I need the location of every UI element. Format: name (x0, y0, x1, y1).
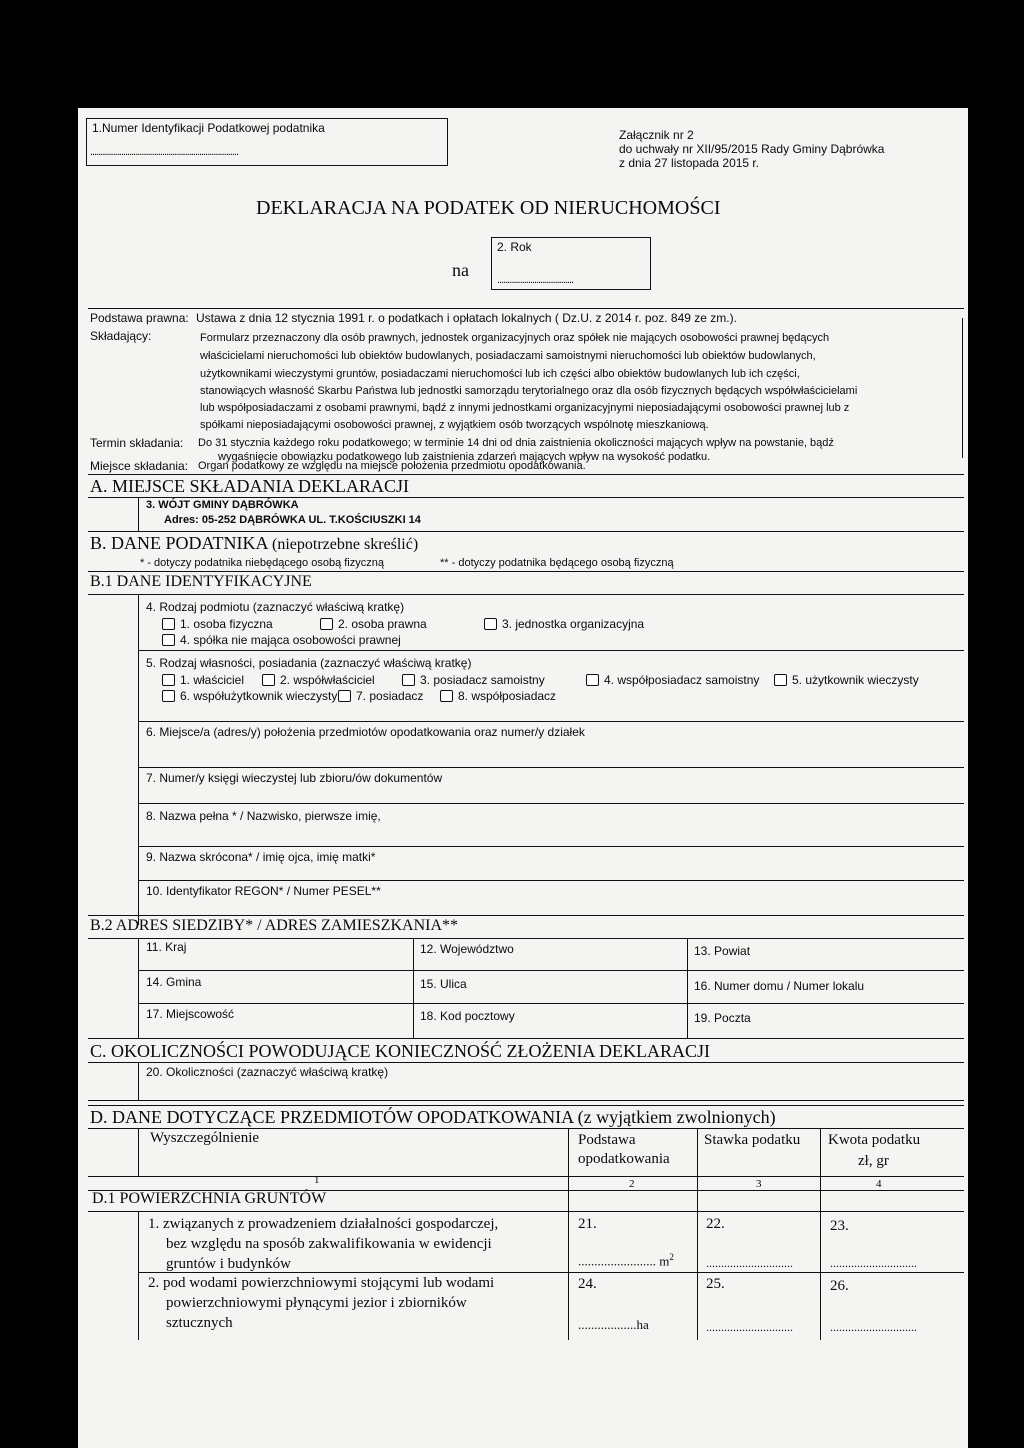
nip-label: 1.Numer Identyfikacji Podatkowej podatnika (92, 121, 325, 135)
col0-rule (138, 1128, 139, 1176)
field9-rule (138, 880, 964, 881)
section-d-header-rule (88, 1128, 964, 1129)
b2-rule (88, 938, 964, 939)
section-a-rule (88, 497, 964, 498)
field4-label: 4. Rodzaj podmiotu (zaznaczyć właściwą kratkę) (146, 600, 405, 614)
field6-label: 6. Miejsce/a (adres/y) położenia przedmiotów opodatkowania oraz numer/y działek (146, 725, 585, 739)
addr-street: 15. Ulica (420, 977, 467, 991)
nip-dots: ........................................................................ (90, 146, 239, 158)
field5-opt3[interactable] (402, 673, 545, 687)
deadline-label: Termin składania: (90, 436, 184, 450)
field4-opt1[interactable] (162, 617, 273, 631)
col2-rule (697, 1128, 698, 1340)
row2-num-rate: 25. (706, 1276, 725, 1292)
addr-post-office: 19. Poczta (694, 1011, 751, 1025)
note-natural: ** - dotyczy podatnika będącego osobą fizyczną (440, 557, 674, 569)
filer-line-3: użytkownikami wieczystymi gruntów, posiadaczami nieruchomości lub ich części albo obiektów budowlanych lub ich części, (200, 368, 800, 380)
field5-opt1[interactable] (162, 673, 244, 687)
year-dots: ..................................... (497, 274, 574, 286)
checkbox-icon[interactable] (440, 690, 453, 702)
section-a-bottom-rule (88, 531, 964, 532)
checkbox-icon[interactable] (162, 674, 175, 686)
checkbox-icon[interactable] (162, 690, 175, 702)
filer-line-1: Formularz przeznaczony dla osób prawnych, jednostek organizacyjnych oraz spółek nie mających osobowości prawnej będących (200, 332, 830, 344)
attachment-line1: Załącznik nr 2 (619, 128, 694, 142)
col-header-item: Wyszczególnienie (150, 1130, 260, 1146)
field5-opt8-label: 8. współposiadacz (458, 689, 557, 703)
colnum-4: 4 (876, 1178, 882, 1190)
section-c-left-rule (138, 1062, 139, 1100)
basis-text: Ustawa z dnia 12 stycznia 1991 r. o podatkach i opłatach lokalnych ( Dz.U. z 2014 r. poz. 849 ze zm.). (196, 311, 737, 325)
section-c-bottom-rule (88, 1100, 964, 1101)
field5-opt2-label: 2. współwłaściciel (280, 673, 375, 687)
b2-mid-rule-2 (687, 938, 688, 1038)
colnum-top-rule (88, 1176, 964, 1177)
b-left-rule (138, 595, 139, 925)
row1-basis-sup: 2 (669, 1252, 674, 1262)
row1-line2: bez względu na sposób zakwalifikowania w ewidencji (166, 1236, 492, 1252)
checkbox-icon[interactable] (774, 674, 787, 686)
row1-num-basis: 21. (578, 1216, 597, 1232)
checkbox-icon[interactable] (586, 674, 599, 686)
field5-opt7-label: 7. posiadacz (356, 689, 424, 703)
field5-opt4[interactable] (586, 673, 759, 687)
field4-opt2-label: 2. osoba prawna (338, 617, 427, 631)
row1-rate-dots[interactable]: ............................. (706, 1256, 793, 1270)
row2-line3: sztucznych (166, 1315, 233, 1331)
field10-rule (88, 915, 964, 916)
col3-rule (820, 1128, 821, 1340)
addr-voivodeship: 12. Województwo (420, 942, 514, 956)
field7-rule (138, 803, 964, 804)
section-b-title-main: B. DANE PODATNIKA (90, 533, 268, 553)
b2-mid-rule-1 (413, 938, 414, 1038)
field5-opt4-label: 4. współposiadacz samoistny (604, 673, 760, 687)
checkbox-icon[interactable] (262, 674, 275, 686)
addr-city: 17. Miejscowość (146, 1007, 235, 1021)
addr-row2-rule (138, 1003, 964, 1004)
filer-label: Składający: (90, 329, 152, 343)
legal-top-rule (88, 308, 964, 309)
row1-num-amount: 23. (830, 1218, 849, 1234)
field5-label: 5. Rodzaj własności, posiadania (zaznaczyć właściwą kratkę) (146, 656, 472, 670)
field9-label: 9. Nazwa skrócona* / imię ojca, imię matki* (146, 850, 376, 864)
addr-county: 13. Powiat (694, 944, 751, 958)
field5-opt2[interactable] (262, 673, 375, 687)
field5-opt7[interactable] (338, 689, 423, 703)
field5-opt6-label: 6. współużytkownik wieczysty (180, 689, 338, 703)
checkbox-icon[interactable] (484, 618, 497, 630)
row2-num-amount: 26. (830, 1278, 849, 1294)
field5-opt6[interactable] (162, 689, 337, 703)
deadline-line1: Do 31 stycznia każdego roku podatkowego; w terminie 14 dni od dnia zaistnienia okoliczności mających wpływ na powstanie, bądź (198, 437, 834, 449)
b2-bottom-rule (88, 1038, 964, 1039)
checkbox-icon[interactable] (402, 674, 415, 686)
field4-opt2[interactable] (320, 617, 427, 631)
filer-line-2: właścicielami nieruchomości lub obiektów budowlanych, posiadaczami samoistnymi nieruchomości lub obiektów budowlanych, (200, 350, 816, 362)
col1-rule (568, 1128, 569, 1340)
row1-rule (138, 1272, 964, 1273)
colnum-2: 2 (629, 1178, 635, 1190)
row1-line3: gruntów i budynków (166, 1256, 291, 1272)
basis-label: Podstawa prawna: (90, 311, 189, 325)
b2-title: B.2 ADRES SIEDZIBY* / ADRES ZAMIESZKANIA** (90, 917, 459, 934)
place-label: Miejsce składania: (90, 459, 189, 473)
addr-house-number: 16. Numer domu / Numer lokalu (694, 979, 865, 993)
b1-top-rule (88, 571, 964, 572)
colnum-3: 3 (756, 1178, 762, 1190)
col-header-amount-1: Kwota podatku (828, 1132, 921, 1148)
addr-country: 11. Kraj (146, 940, 187, 954)
legal-bottom-rule (88, 474, 964, 475)
section-d-title (90, 1107, 776, 1128)
row1-line1: 1. związanych z prowadzeniem działalności gospodarczej, (148, 1216, 499, 1232)
field8-label: 8. Nazwa pełna * / Nazwisko, pierwsze imię, (146, 809, 381, 823)
row1-amount-dots[interactable]: ............................. (830, 1256, 917, 1270)
section-a-left-rule (138, 497, 139, 531)
checkbox-icon[interactable] (162, 634, 175, 646)
row2-num-basis: 24. (578, 1276, 597, 1292)
row2-line1: 2. pod wodami powierzchniowymi stojącymi lub wodami (148, 1275, 495, 1291)
checkbox-icon[interactable] (162, 618, 175, 630)
field5-opt5[interactable] (774, 673, 919, 687)
field4-opt3[interactable] (484, 617, 644, 631)
deadline-line2: wygaśnięcie obowiązku podatkowego lub zaistnienia zdarzeń mających wpływ na wysokość podatku. (218, 451, 711, 463)
note-non-natural: * - dotyczy podatnika niebędącego osobą fizyczną (140, 557, 384, 569)
d1-title: D.1 POWIERZCHNIA GRUNTÓW (92, 1190, 327, 1207)
attachment-line3: z dnia 27 listopada 2015 r. (619, 156, 760, 170)
d1-title-rule (88, 1211, 964, 1212)
legal-right-rule (962, 318, 963, 458)
page-title: DEKLARACJA NA PODATEK OD NIERUCHOMOŚCI (256, 197, 721, 219)
field4-opt1-label: 1. osoba fizyczna (180, 617, 273, 631)
b2-left-rule (138, 938, 139, 1038)
col-header-basis-2: opodatkowania (578, 1151, 670, 1167)
field20-label: 20. Okoliczności (zaznaczyć właściwą kratkę) (146, 1065, 389, 1079)
d1-left-rule (138, 1211, 139, 1340)
year-prefix: na (452, 260, 469, 280)
row1-basis-dots: ........................ m (578, 1253, 670, 1269)
year-label: 2. Rok (497, 240, 532, 254)
row2-amount-dots[interactable]: ............................. (830, 1320, 917, 1334)
addr-municipality: 14. Gmina (146, 975, 202, 989)
row2-rate-dots[interactable]: ............................. (706, 1320, 793, 1334)
checkbox-icon[interactable] (320, 618, 333, 630)
field6-rule (138, 767, 964, 768)
field5-opt3-label: 3. posiadacz samoistny (420, 673, 545, 687)
place-text: Organ podatkowy ze względu na miejsce położenia przedmiotu opodatkowania. (198, 460, 586, 472)
office-name: 3. WÓJT GMINY DĄBRÓWKA (146, 499, 299, 511)
row2-basis-unit[interactable]: ..................ha (578, 1317, 649, 1332)
field7-label: 7. Numer/y księgi wieczystej lub zbioru/ów dokumentów (146, 771, 443, 785)
office-address: Adres: 05-252 DĄBRÓWKA UL. T.KOŚCIUSZKI 14 (164, 514, 421, 526)
b1-title: B.1 DANE IDENTYFIKACYJNE (90, 573, 312, 590)
section-d-title-main: D. DANE DOTYCZĄCE PRZEDMIOTÓW OPODATKOWANIA (90, 1107, 574, 1127)
field10-label: 10. Identyfikator REGON* / Numer PESEL** (146, 884, 381, 898)
section-b-title (90, 533, 418, 554)
row1-num-rate: 22. (706, 1216, 725, 1232)
checkbox-icon[interactable] (338, 690, 351, 702)
colnum-1: 1 (314, 1174, 320, 1186)
field5-rule (138, 721, 964, 722)
attachment-line2: do uchwały nr XII/95/2015 Rady Gminy Dąbrówka (619, 142, 885, 156)
section-c-title: C. OKOLICZNOŚCI POWODUJĄCE KONIECZNOŚĆ ZŁOŻENIA DEKLARACJI (90, 1041, 710, 1061)
field5-opt8[interactable] (440, 689, 556, 703)
filer-line-6: spółkami nieposiadającymi osobowości prawnej, z wyjątkiem osób tworzących wspólnotę mieszkaniową. (200, 419, 709, 431)
addr-row1-rule (138, 970, 964, 971)
row1-basis-unit[interactable] (578, 1252, 674, 1269)
section-d-title-note: (z wyjątkiem zwolnionych) (577, 1107, 776, 1127)
field4-opt4-label: 4. spółka nie mająca osobowości prawnej (180, 633, 401, 647)
b1-title-rule (88, 594, 964, 595)
filer-line-5: lub współposiadaczami z osobami prawnymi, bądź z innymi jednostkami organizacyjnymi nieposiadającymi osobowości prawnej lub z (200, 402, 850, 414)
section-d-top-rule (88, 1105, 964, 1106)
col-header-amount-2: zł, gr (858, 1153, 889, 1169)
field5-opt5-label: 5. użytkownik wieczysty (792, 673, 919, 687)
field8-rule (138, 846, 964, 847)
col-header-basis-1: Podstawa (578, 1132, 636, 1148)
section-c-rule (88, 1062, 964, 1063)
field4-rule (138, 650, 964, 651)
filer-line-4: stanowiących własność Skarbu Państwa lub jednostki samorządu terytorialnego oraz dla osób fizycznych będących współwłaścicielami (200, 385, 858, 397)
section-a-title: A. MIEJSCE SKŁADANIA DEKLARACJI (90, 476, 410, 496)
field4-opt3-label: 3. jednostka organizacyjna (502, 617, 645, 631)
field4-opt4[interactable] (162, 633, 401, 647)
field5-opt1-label: 1. właściciel (180, 673, 245, 687)
section-b-title-note: (niepotrzebne skreślić) (272, 536, 419, 553)
row2-line2: powierzchniowymi płynącymi jezior i zbiorników (166, 1295, 467, 1311)
addr-postal-code: 18. Kod pocztowy (420, 1009, 515, 1023)
col-header-rate: Stawka podatku (704, 1132, 801, 1148)
